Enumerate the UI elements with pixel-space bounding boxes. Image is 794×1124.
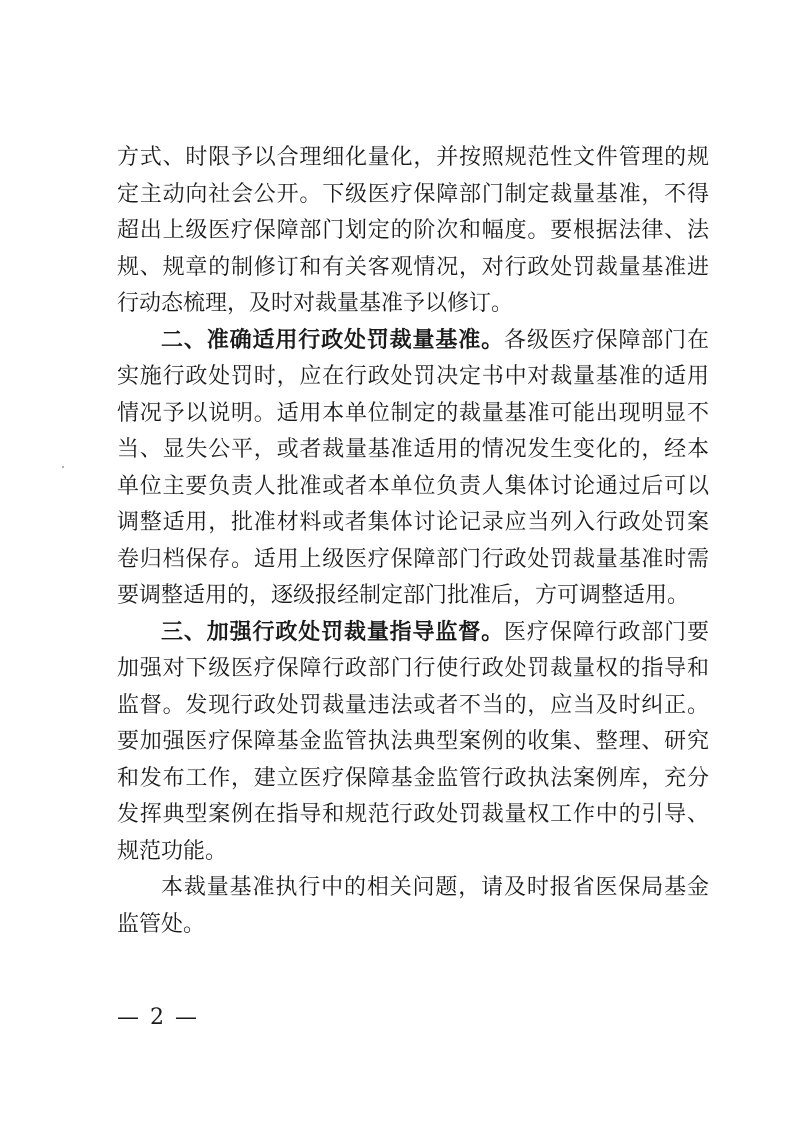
document-body (117, 140, 709, 943)
paragraph-section-two (117, 323, 709, 615)
scan-speck (62, 466, 64, 468)
page-number: — 2 — (117, 1005, 199, 1030)
paragraph-continuation (117, 140, 709, 323)
paragraph-section-three (117, 615, 709, 871)
paragraph-text: 医疗保障行政部门要加强对下级医疗保障行政部门行使行政处罚裁量权的指导和监督。发现行政处罚裁量违法或者不当的，应当及时纠正。要加强医疗保障基金监管执法典型案例的收集、整理、研究和发布工作，建立医疗保障基金监管行政执法案例库，充分发挥典型案例在指导和规范行政处罚裁量权工作中的引导、规范功能。 (117, 619, 709, 864)
paragraph-closing-note (117, 870, 709, 943)
section-heading-two: 二、准确适用行政处罚裁量基准。 (161, 327, 505, 353)
paragraph-text: 各级医疗保障部门在实施行政处罚时，应在行政处罚决定书中对裁量基准的适用情况予以说明。适用本单位制定的裁量基准可能出现明显不当、显失公平，或者裁量基准适用的情况发生变化的，经本单位主要负责人批准或者本单位负责人集体讨论通过后可以调整适用，批准材料或者集体讨论记录应当列入行政处罚案卷归档保存。适用上级医疗保障部门行政处罚裁量基准时需要调整适用的，逐级报经制定部门批准后，方可调整适用。 (117, 327, 709, 608)
paragraph-text: 方式、时限予以合理细化量化，并按照规范性文件管理的规定主动向社会公开。下级医疗保障部门制定裁量基准，不得超出上级医疗保障部门划定的阶次和幅度。要根据法律、法规、规章的制修订和有关客观情况，对行政处罚裁量基准进行动态梳理，及时对裁量基准予以修订。 (117, 145, 709, 316)
paragraph-text: 本裁量基准执行中的相关问题，请及时报省医保局基金监管处。 (117, 875, 709, 937)
section-heading-three: 三、加强行政处罚裁量指导监督。 (161, 619, 505, 645)
